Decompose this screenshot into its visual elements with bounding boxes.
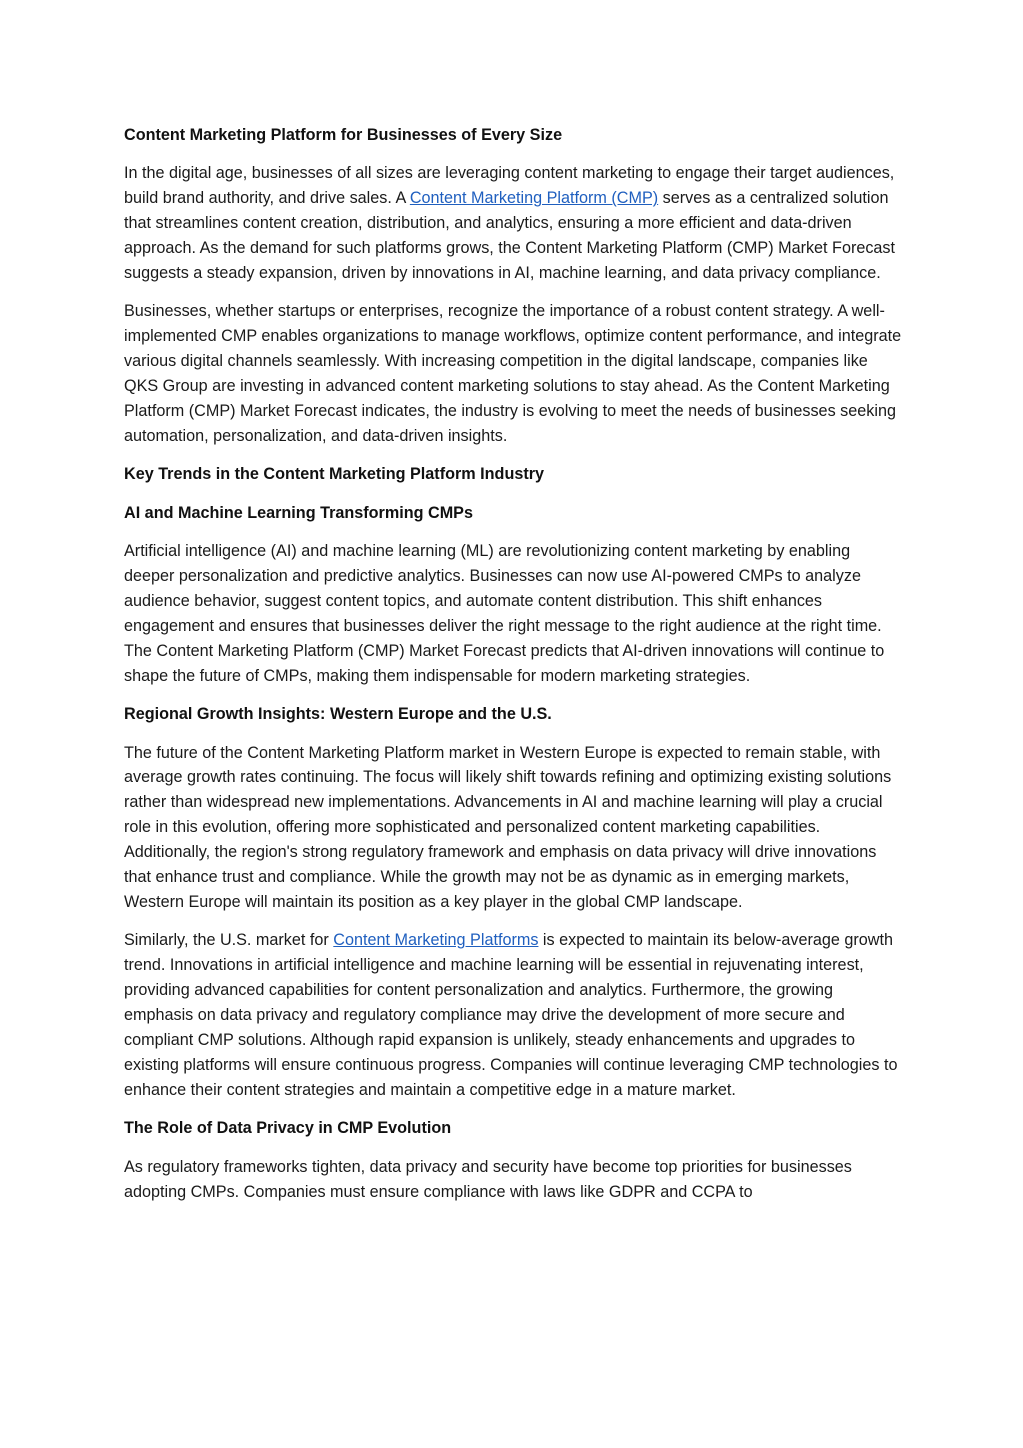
document-page: [124, 123, 904, 1218]
privacy-heading: The Role of Data Privacy in CMP Evolution: [124, 1119, 452, 1138]
trends-heading: Key Trends in the Content Marketing Platform Industry: [124, 465, 545, 484]
strategy-paragraph: Businesses, whether startups or enterprises, recognize the importance of a robust content strategy. A well-implemented CMP enables organizations to manage workflows, optimize content performance, and integrate various digital channels seamlessly. With increasing competition in the digital landscape, companies like QKS Group are investing in advanced content marketing solutions to stay ahead. As the Content Marketing Platform (CMP) Market Forecast indicates, the industry is evolving to meet the needs of businesses seeking automation, personalization, and data-driven insights.: [124, 302, 902, 445]
document-title: Content Marketing Platform for Businesses of Every Size: [124, 126, 563, 144]
europe-paragraph: The future of the Content Marketing Platform market in Western Europe is expected to remain stable, with average growth rates continuing. The focus will likely shift towards refining and optimizing existing solutions rather than widespread new implementations. Advancements in AI and machine learning will play a crucial role in this evolution, offering more sophisticated and personalized content marketing capabilities. Additionally, the region's strong regulatory framework and emphasis on data privacy will drive innovations that enhance trust and compliance. While the growth may not be as dynamic as in emerging markets, Western Europe will maintain its position as a key player in the global CMP landscape.: [124, 743, 892, 911]
ai-paragraph: Artificial intelligence (AI) and machine learning (ML) are revolutionizing content marketing by enabling deeper personalization and predictive analytics. Businesses can now use AI-powered CMPs to analyze audience behavior, suggest content topics, and automate content distribution. This shift enhances engagement and ensures that businesses deliver the right message to the right audience at the right time. The Content Marketing Platform (CMP) Market Forecast predicts that AI-driven innovations will continue to shape the future of CMPs, making them indispensable for modern marketing strategies.: [124, 542, 885, 685]
cmp-platforms-link[interactable]: Content Marketing Platforms: [333, 931, 539, 950]
privacy-paragraph: As regulatory frameworks tighten, data privacy and security have become top priorities for businesses adopting CMPs. Companies must ensure compliance with laws like GDPR and CCPA to: [124, 1157, 852, 1201]
intro-paragraph: [124, 161, 904, 286]
us-text-end: is expected to maintain its below-average growth trend. Innovations in artificial intelligence and machine learning will be essential in rejuvenating interest, providing advanced capabilities for content personalization and analytics. Furthermore, the growing emphasis on data privacy and regulatory compliance may drive the development of more secure and compliant CMP solutions. Although rapid expansion is unlikely, steady enhancements and upgrades to existing platforms will ensure continuous progress. Companies will continue leveraging CMP technologies to enhance their content strategies and maintain a competitive edge in a mature market.: [124, 931, 898, 1099]
cmp-link[interactable]: Content Marketing Platform (CMP): [409, 189, 659, 208]
intro-text-end: serves as a centralized solution that streamlines content creation, distribution, and analytics, ensuring a more efficient and data-driven approach. As the demand for such platforms grows, the Content Marketing Platform (CMP) Market Forecast suggests a steady expansion, driven by innovations in AI, machine learning, and data privacy compliance.: [124, 189, 896, 283]
regional-heading: Regional Growth Insights: Western Europe and the U.S.: [124, 705, 552, 724]
us-text-start: Similarly, the U.S. market for: [124, 931, 334, 950]
us-paragraph: [124, 928, 904, 1102]
ai-heading: AI and Machine Learning Transforming CMPs: [124, 503, 473, 522]
intro-text-start: In the digital age, businesses of all sizes are leveraging content marketing to engage their target audiences, build brand authority, and drive sales. A: [124, 164, 895, 208]
